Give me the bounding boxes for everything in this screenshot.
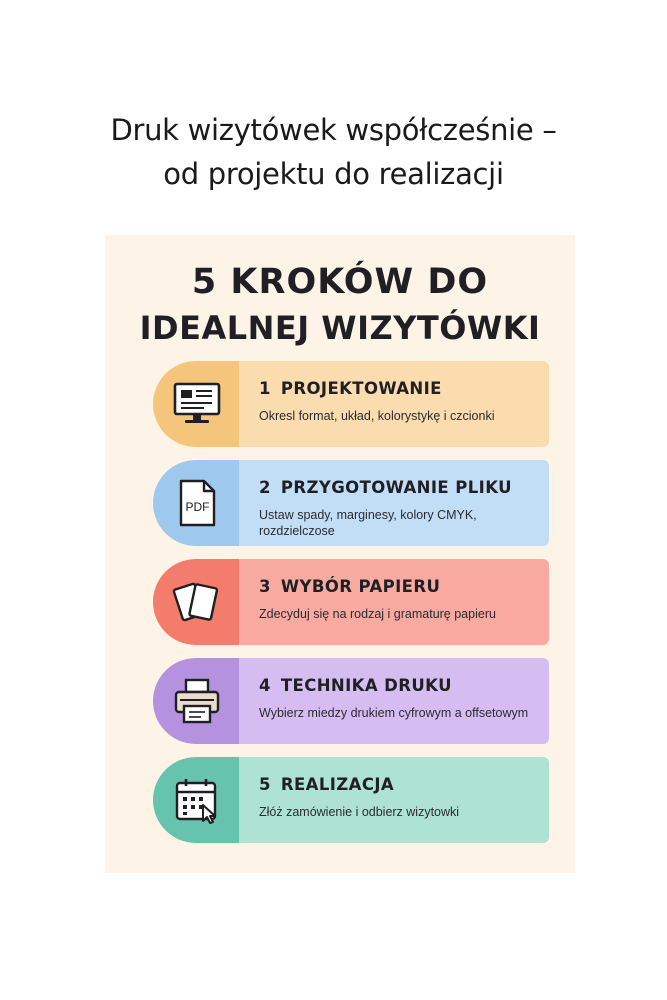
step-1-description: Okresl format, układ, kolorystykę i czcionki xyxy=(259,409,495,423)
calendar-order-icon xyxy=(172,775,222,825)
monitor-icon xyxy=(172,379,222,429)
paper-sheets-icon xyxy=(172,577,222,627)
step-5-description: Złóż zamówienie i odbierz wizytowki xyxy=(259,805,460,819)
step-2-number: 2 xyxy=(259,478,271,497)
pdf-icon-label: PDF xyxy=(185,500,210,514)
step-2-heading xyxy=(259,478,512,497)
step-3-number: 3 xyxy=(259,577,271,596)
step-1-heading xyxy=(259,379,442,398)
step-4-title: TECHNIKA DRUKU xyxy=(280,676,452,695)
step-3 xyxy=(153,559,549,645)
step-4-description: Wybierz miedzy drukiem cyfrowym a offsetowym xyxy=(259,706,529,720)
infographic-title-line-1: 5 KROKÓW DO xyxy=(191,262,489,302)
printer-icon xyxy=(172,676,222,726)
infographic-title xyxy=(105,259,575,351)
step-2-description: Ustaw spady, marginesy, kolory CMYK, rozdzielczose xyxy=(259,508,477,538)
step-3-tab xyxy=(153,559,239,645)
page-title xyxy=(0,108,667,196)
step-3-description: Zdecyduj się na rodzaj i gramaturę papieru xyxy=(259,607,496,621)
step-2 xyxy=(153,460,549,546)
pdf-file-icon xyxy=(172,478,222,528)
step-5-heading xyxy=(259,775,394,794)
step-5-tab xyxy=(153,757,239,843)
step-5 xyxy=(153,757,549,843)
step-2-title: PRZYGOTOWANIE PLIKU xyxy=(280,478,512,497)
page-title-line-1: Druk wizytówek współcześnie – xyxy=(110,113,557,147)
step-4-heading xyxy=(259,676,452,695)
step-3-body xyxy=(239,559,549,645)
step-2-tab xyxy=(153,460,239,546)
infographic-card xyxy=(105,235,575,873)
step-1-body xyxy=(239,361,549,447)
step-3-title: WYBÓR PAPIERU xyxy=(280,577,441,596)
step-2-body xyxy=(239,460,549,546)
infographic-title-line-2: IDEALNEJ WIZYTÓWKI xyxy=(139,309,541,347)
step-1-tab xyxy=(153,361,239,447)
step-1-title: PROJEKTOWANIE xyxy=(280,379,442,398)
step-4-tab xyxy=(153,658,239,744)
step-3-heading xyxy=(259,577,440,596)
step-1-number: 1 xyxy=(259,379,271,398)
step-4 xyxy=(153,658,549,744)
page-title-line-2: od projektu do realizacji xyxy=(163,157,504,191)
step-5-number: 5 xyxy=(259,775,271,794)
step-1 xyxy=(153,361,549,447)
step-4-body xyxy=(239,658,549,744)
step-5-title: REALIZACJA xyxy=(280,775,395,794)
step-5-body xyxy=(239,757,549,843)
step-4-number: 4 xyxy=(259,676,271,695)
